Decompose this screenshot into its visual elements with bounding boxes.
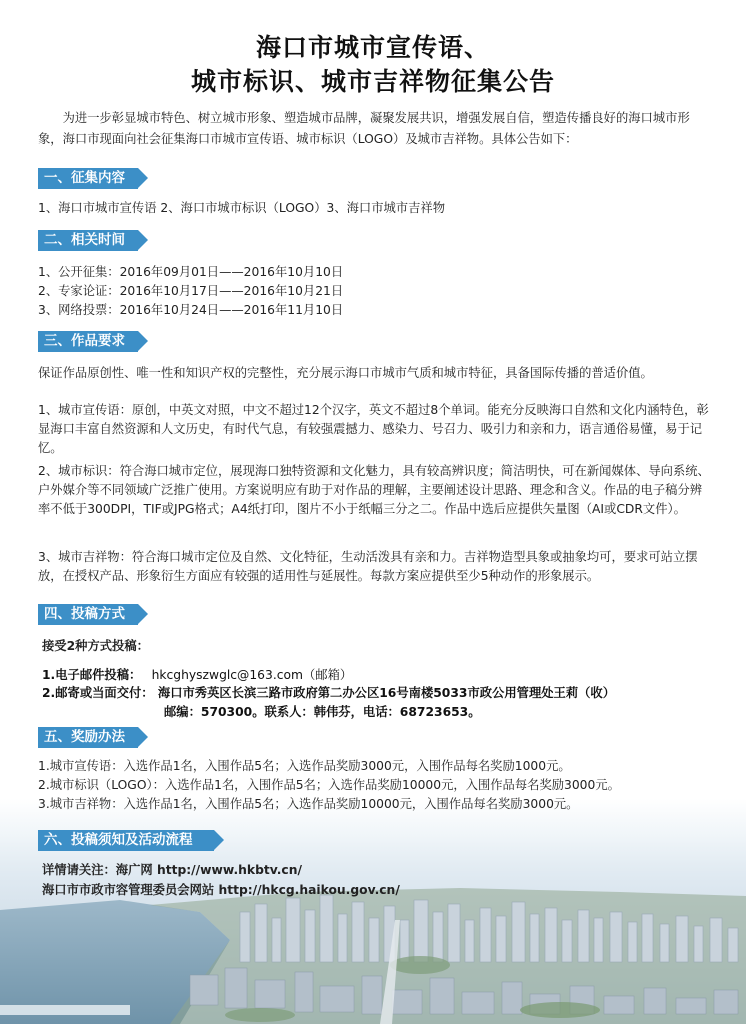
mail-row (42, 683, 615, 703)
reward-item: 1.城市宣传语：入选作品1名，入围作品5名；入选作品奖励3000元，入围作品每名奖励1000元。 (38, 759, 571, 773)
requirement-logo: 2、城市标识：符合海口城市定位，展现海口独特资源和文化魅力，具有较高辨识度；简洁明快，可在新闻媒体、导向系统、户外媒介等不同领域广泛推广使用。方案说明应有助于对作品的理解，主要阐述设计思路、理念和含义。作品的电子稿分辨率不低于300DPI，TIF或JPG格式；A4纸打印，图片不小于纸幅三分之二。作品中选后应提供矢量图（AI或CDR文件）。 (38, 464, 710, 516)
poster-title-line-1: 海口市城市宣传语、 (255, 33, 490, 62)
section-heading-content: 一、征集内容 (38, 168, 138, 189)
reward-item: 3.城市吉祥物：入选作品1名，入围作品5名；入选作品奖励10000元，入围作品每名奖励3000元。 (38, 797, 579, 811)
intro-paragraph: 为进一步彰显城市特色、树立城市形象、塑造城市品牌，凝聚发展共识，增强发展自信，塑造传播良好的海口城市形象，海口市现面向社会征集海口市城市宣传语、城市标识（LOGO）及城市吉祥物。具体公告如下： (38, 111, 690, 146)
requirement-mascot: 3、城市吉祥物：符合海口城市定位及自然、文化特征，生动活泼具有亲和力。吉祥物造型具象或抽象均可，要求可站立摆放，在授权产品、形象衍生方面应有较强的适用性与延展性。每款方案应提供至少5种动作的形象展示。 (38, 550, 698, 583)
submission-lead: 接受2种方式投稿： (42, 639, 149, 653)
poster-title-line-2: 城市标识、城市吉祥物征集公告 (190, 67, 555, 96)
section-heading-submission: 四、投稿方式 (38, 604, 138, 625)
reward-item: 2.城市标识（LOGO）：入选作品1名，入围作品5名；入选作品奖励10000元，入围作品每名奖励3000元。 (38, 778, 620, 792)
info-link-hkbtv[interactable]: 详情请关注：海广网 http://www.hkbtv.cn/ (42, 863, 302, 877)
section-heading-process: 六、投稿须知及活动流程 (38, 830, 214, 851)
mail-label: 2.邮寄或当面交付： (42, 686, 154, 700)
requirement-slogan: 1、城市宣传语：原创，中英文对照，中文不超过12个汉字，英文不超过8个单词。能充分反映海口自然和文化内涵特色，彰显海口丰富自然资源和人文历史，有时代气息，有较强震撼力、感染力、号召力、吸引力和亲和力，语言通俗易懂，易于记忆。 (38, 403, 709, 455)
section-heading-requirements: 三、作品要求 (38, 331, 138, 352)
email-value[interactable]: hkcghyszwglc@163.com（邮箱） (151, 668, 353, 682)
mail-extra: 邮编：570300。联系人：韩伟芬，电话：68723653。 (164, 705, 481, 719)
time-item: 1、公开征集：2016年09月01日——2016年10月10日 (38, 265, 344, 279)
requirements-lead: 保证作品原创性、唯一性和知识产权的完整性，充分展示海口市城市气质和城市特征，具备国际传播的普适价值。 (38, 366, 653, 380)
mail-address: 海口市秀英区长滨三路市政府第二办公区16号南楼5033市政公用管理处王莉（收） (157, 686, 616, 700)
email-row (42, 665, 352, 685)
section-heading-time: 二、相关时间 (38, 230, 138, 251)
time-item: 2、专家论证：2016年10月17日——2016年10月21日 (38, 284, 344, 298)
info-link-hkcg[interactable]: 海口市市政市容管理委员会网站 http://hkcg.haikou.gov.cn/ (42, 883, 400, 897)
time-item: 3、网络投票：2016年10月24日——2016年11月10日 (38, 303, 344, 317)
section-content-text: 1、海口市城市宣传语 2、海口市城市标识（LOGO）3、海口市城市吉祥物 (38, 201, 445, 215)
section-heading-rewards: 五、奖励办法 (38, 727, 138, 748)
email-label: 1.电子邮件投稿： (42, 668, 142, 682)
